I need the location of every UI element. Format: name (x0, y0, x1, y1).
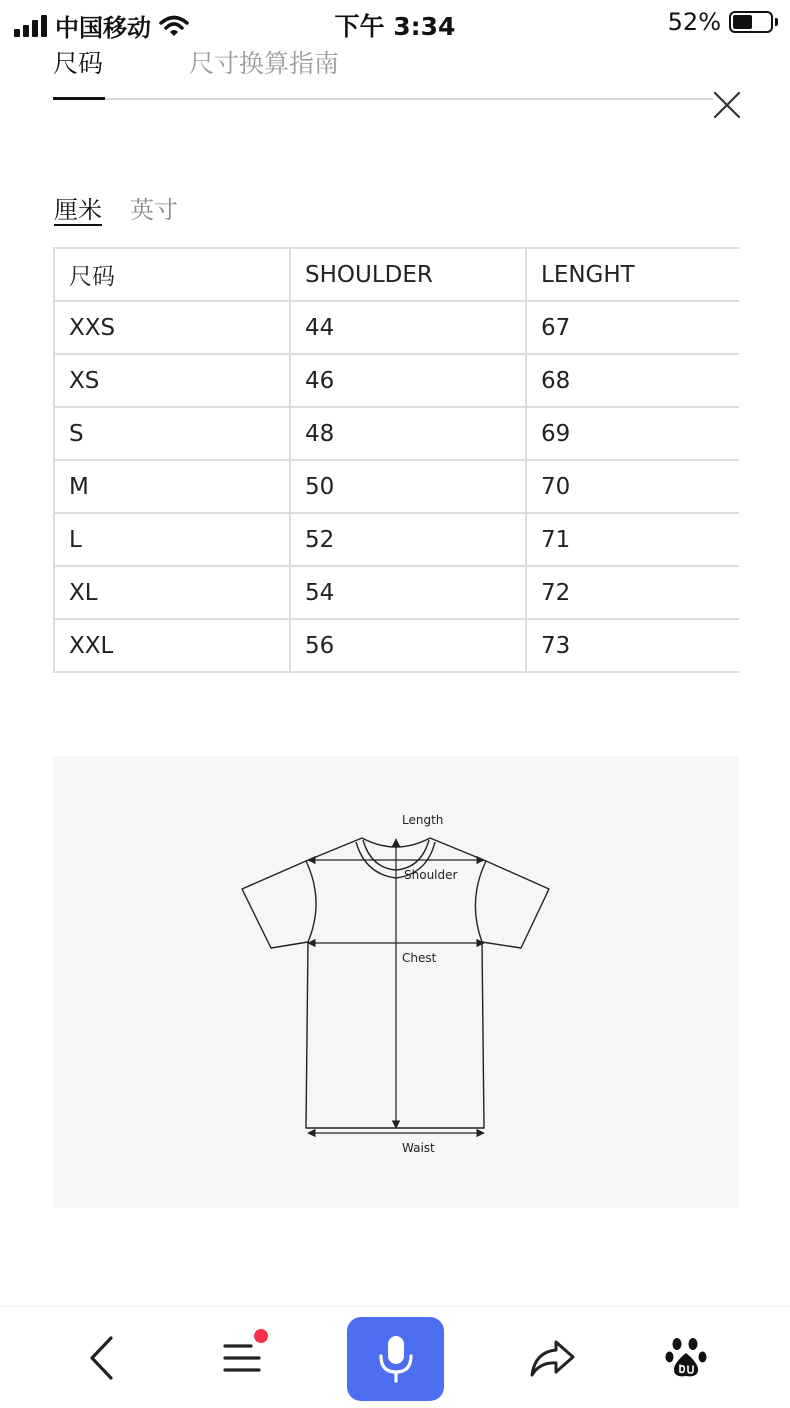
status-time: 下午 3:34 (334, 12, 456, 41)
cell-length: 69 (526, 407, 739, 460)
baidu-home-button[interactable] (656, 1307, 716, 1408)
unit-centimeter[interactable]: 厘米 (54, 196, 102, 224)
tab-active-indicator (53, 97, 105, 100)
status-bar (0, 0, 790, 44)
tabs-divider (53, 98, 713, 100)
back-button[interactable] (72, 1307, 132, 1408)
header-size: 尺码 (54, 248, 290, 301)
cell-shoulder: 46 (290, 354, 526, 407)
voice-search-button[interactable] (347, 1317, 444, 1401)
label-chest: Chest (402, 951, 437, 965)
status-right (668, 8, 778, 36)
size-tabs (53, 44, 339, 78)
cell-size: XXS (54, 301, 290, 354)
notification-dot (254, 1329, 268, 1343)
table-row (54, 460, 739, 513)
unit-inch[interactable]: 英寸 (130, 196, 178, 224)
cell-shoulder: 56 (290, 619, 526, 672)
menu-icon (221, 1340, 263, 1376)
label-waist: Waist (402, 1141, 435, 1155)
cell-shoulder: 48 (290, 407, 526, 460)
cell-length: 67 (526, 301, 739, 354)
battery-cap (775, 18, 778, 26)
carrier-name: 中国移动 (55, 14, 151, 42)
cell-length: 72 (526, 566, 739, 619)
tab-size-conversion-guide[interactable]: 尺寸换算指南 (189, 49, 340, 78)
cell-shoulder: 54 (290, 566, 526, 619)
header-shoulder: SHOULDER (290, 248, 526, 301)
tab-size[interactable]: 尺码 (53, 49, 104, 78)
table-header-row (54, 248, 739, 301)
battery-icon (729, 11, 773, 33)
table-row (54, 354, 739, 407)
share-button[interactable] (522, 1307, 582, 1408)
label-shoulder: Shoulder (404, 868, 458, 882)
table-row (54, 513, 739, 566)
size-table (53, 247, 739, 673)
bottom-toolbar (0, 1306, 790, 1408)
cell-shoulder: 50 (290, 460, 526, 513)
cell-shoulder: 44 (290, 301, 526, 354)
back-icon (87, 1336, 117, 1380)
table-row (54, 301, 739, 354)
battery-percent: 52% (667, 8, 721, 36)
table-row (54, 619, 739, 672)
table-row (54, 407, 739, 460)
cell-length: 70 (526, 460, 739, 513)
cell-length: 71 (526, 513, 739, 566)
cell-length: 68 (526, 354, 739, 407)
table-row (54, 566, 739, 619)
tshirt-measurement-diagram (53, 756, 738, 1208)
cell-shoulder: 52 (290, 513, 526, 566)
cell-size: M (54, 460, 290, 513)
baidu-paw-icon (665, 1336, 707, 1380)
tshirt-outline (53, 756, 738, 1208)
share-icon (528, 1338, 576, 1378)
unit-switch (54, 190, 178, 225)
header-length: LENGHT (526, 248, 739, 301)
cell-length: 73 (526, 619, 739, 672)
cell-size: S (54, 407, 290, 460)
cell-size: L (54, 513, 290, 566)
microphone-icon (376, 1334, 416, 1384)
close-icon[interactable] (710, 88, 744, 122)
label-length: Length (402, 813, 444, 827)
cell-size: XL (54, 566, 290, 619)
cell-size: XXL (54, 619, 290, 672)
menu-button[interactable] (212, 1307, 272, 1408)
cell-size: XS (54, 354, 290, 407)
